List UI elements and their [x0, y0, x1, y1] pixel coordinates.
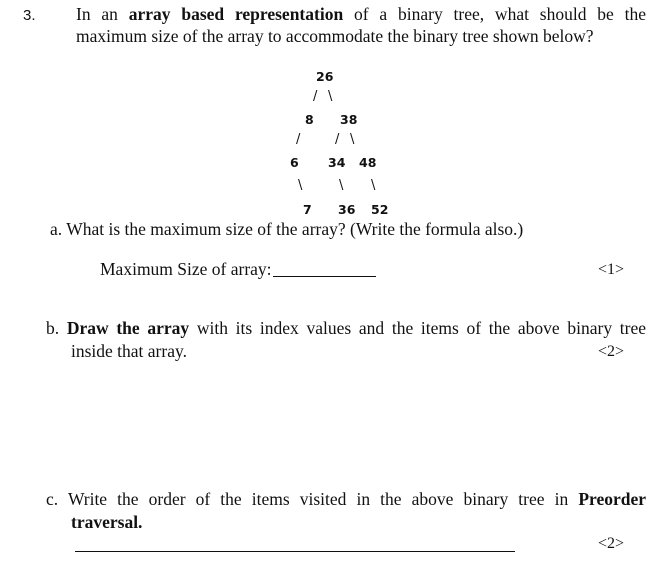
part-c-answer-line[interactable] [75, 551, 515, 552]
part-a-marks: <1> [598, 261, 625, 278]
tree-node: 52 [371, 202, 389, 217]
part-a-label: a. [50, 219, 63, 239]
max-size-label: Maximum Size of array: [100, 259, 272, 279]
tree-node: 7 [303, 202, 312, 217]
question-line-2: maximum size of the array to accommodate the binary tree shown below? [76, 26, 594, 46]
max-size-blank[interactable] [273, 262, 376, 277]
tree-node: 34 [328, 155, 346, 170]
part-c-question-line-1: c. Write the order of the items visited in the above binary tree in Preorder [46, 489, 647, 509]
tree-node: 36 [338, 202, 356, 217]
question-line-1: In an array based representation of a binary tree, what should be the [76, 4, 646, 24]
tree-node-root: 26 [316, 69, 334, 84]
tree-edge: \ [328, 89, 333, 104]
question-number: 3. [23, 7, 36, 24]
part-c-question-line-2: traversal. [71, 512, 143, 532]
tree-edge: / [335, 132, 340, 147]
tree-node: 38 [340, 112, 358, 127]
tree-edge: \ [339, 178, 344, 193]
max-size-answer [100, 259, 376, 280]
tree-node: 6 [290, 155, 299, 170]
part-c-marks: <2> [598, 535, 625, 552]
part-a-question [50, 219, 523, 240]
part-b-question-line-2: inside that array. [71, 341, 187, 361]
tree-edge: / [313, 89, 318, 104]
tree-node: 48 [359, 155, 377, 170]
part-b-question-line-1: b. Draw the array with its index values and the items of the above binary tree [46, 318, 647, 338]
tree-edge: \ [350, 132, 355, 147]
tree-edge: \ [298, 178, 303, 193]
tree-edge: \ [371, 178, 376, 193]
tree-node: 8 [305, 112, 314, 127]
part-b-marks: <2> [598, 343, 625, 360]
part-a-text: What is the maximum size of the array? (Write the formula also.) [66, 219, 524, 239]
tree-edge: / [296, 132, 301, 147]
